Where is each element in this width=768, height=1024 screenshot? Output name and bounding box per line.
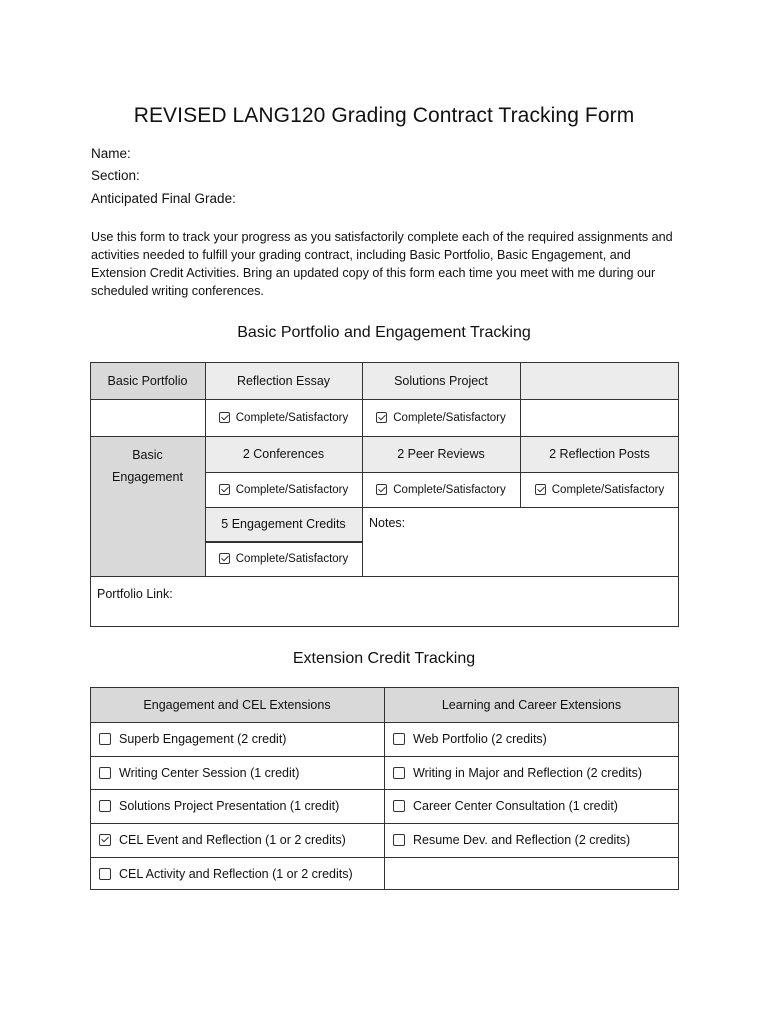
conferences-label: 2 Conferences bbox=[242, 447, 325, 461]
table-border bbox=[90, 399, 679, 400]
reflection-posts-status[interactable] bbox=[520, 472, 679, 507]
complete-label: Complete/Satisfactory bbox=[393, 483, 506, 496]
checkbox-icon[interactable] bbox=[393, 834, 405, 846]
option-writing-center-session[interactable] bbox=[90, 756, 384, 789]
table-border bbox=[678, 687, 679, 890]
basic-tracking-table bbox=[90, 362, 679, 627]
complete-label: Complete/Satisfactory bbox=[551, 483, 665, 496]
option-label: CEL Activity and Reflection (1 or 2 credits) bbox=[119, 866, 353, 881]
option-label: Resume Dev. and Reflection (2 credits) bbox=[413, 833, 631, 847]
notes-cell[interactable] bbox=[362, 507, 679, 576]
checkbox-checked-icon[interactable] bbox=[219, 412, 230, 423]
option-label: CEL Event and Reflection (1 or 2 credits) bbox=[119, 833, 346, 847]
checkbox-icon[interactable] bbox=[99, 800, 111, 812]
name-field-label: Name: bbox=[91, 146, 131, 161]
section-field-label: Section: bbox=[91, 168, 140, 183]
table-border bbox=[678, 362, 679, 627]
complete-label: Complete/Satisfactory bbox=[235, 411, 349, 424]
checkbox-icon[interactable] bbox=[99, 767, 111, 779]
basic-engagement-label: Basic Engagement bbox=[112, 448, 183, 484]
checkbox-checked-icon[interactable] bbox=[535, 484, 546, 495]
checkbox-icon[interactable] bbox=[393, 800, 405, 812]
table-border bbox=[205, 541, 362, 543]
table-border bbox=[90, 687, 91, 890]
basic-portfolio-label: Basic Portfolio bbox=[107, 373, 188, 388]
checkbox-checked-icon[interactable] bbox=[376, 484, 387, 495]
reflection-posts-label: 2 Reflection Posts bbox=[549, 447, 650, 461]
solutions-project-status[interactable] bbox=[362, 399, 520, 436]
reflection-essay-label: Reflection Essay bbox=[236, 373, 331, 388]
col2-header-cell bbox=[384, 687, 679, 722]
portfolio-link-label: Portfolio Link: bbox=[97, 587, 173, 601]
peer-reviews-cell bbox=[362, 436, 520, 472]
table-border bbox=[90, 576, 679, 577]
complete-label: Complete/Satisfactory bbox=[235, 483, 349, 496]
option-solutions-project-presentation[interactable] bbox=[90, 789, 384, 823]
engagement-credits-cell bbox=[205, 507, 362, 541]
peer-reviews-label: 2 Peer Reviews bbox=[397, 447, 485, 461]
portfolio-link-cell[interactable] bbox=[90, 576, 679, 627]
extension-tracking-table bbox=[90, 687, 679, 890]
reflection-essay-status[interactable] bbox=[205, 399, 362, 436]
solutions-project-label: Solutions Project bbox=[394, 373, 488, 388]
conferences-status[interactable] bbox=[205, 472, 362, 507]
option-label: Web Portfolio (2 credits) bbox=[413, 732, 547, 746]
option-label: Solutions Project Presentation (1 credit) bbox=[119, 799, 340, 813]
option-writing-in-major[interactable] bbox=[384, 756, 679, 789]
checkbox-icon[interactable] bbox=[99, 733, 111, 745]
empty-header-cell bbox=[520, 362, 679, 399]
reflection-essay-cell bbox=[205, 362, 362, 399]
col1-header: Engagement and CEL Extensions bbox=[143, 697, 331, 712]
solutions-project-cell bbox=[362, 362, 520, 399]
table-border bbox=[90, 436, 679, 437]
notes-label: Notes: bbox=[369, 516, 406, 530]
engagement-credits-label: 5 Engagement Credits bbox=[221, 517, 346, 531]
table-border bbox=[384, 687, 385, 890]
table-border bbox=[205, 507, 679, 508]
table-border bbox=[90, 362, 91, 627]
option-label: Writing Center Session (1 credit) bbox=[119, 765, 300, 780]
basic-engagement-cell bbox=[90, 436, 205, 576]
conferences-cell bbox=[205, 436, 362, 472]
option-label: Career Center Consultation (1 credit) bbox=[413, 799, 618, 813]
peer-reviews-status[interactable] bbox=[362, 472, 520, 507]
table-border bbox=[205, 472, 679, 473]
complete-label: Complete/Satisfactory bbox=[393, 411, 506, 424]
option-superb-engagement[interactable] bbox=[90, 722, 384, 756]
basic-portfolio-header-cell bbox=[90, 362, 205, 399]
checkbox-checked-icon[interactable] bbox=[99, 834, 111, 846]
option-label: Writing in Major and Reflection (2 credits) bbox=[413, 765, 643, 780]
table-border bbox=[205, 362, 206, 576]
option-label: Superb Engagement (2 credit) bbox=[119, 732, 287, 746]
basic-tracking-heading: Basic Portfolio and Engagement Tracking bbox=[237, 324, 531, 341]
page-title: REVISED LANG120 Grading Contract Tracking Form bbox=[133, 104, 635, 127]
checkbox-icon[interactable] bbox=[393, 733, 405, 745]
complete-label: Complete/Satisfactory bbox=[235, 552, 349, 565]
table-border bbox=[362, 362, 363, 576]
reflection-posts-cell bbox=[520, 436, 679, 472]
option-cel-activity-reflection[interactable] bbox=[90, 857, 384, 890]
option-resume-dev-reflection[interactable] bbox=[384, 823, 679, 857]
option-web-portfolio[interactable] bbox=[384, 722, 679, 756]
col1-header-cell bbox=[90, 687, 384, 722]
table-border bbox=[90, 626, 679, 627]
extension-tracking-heading: Extension Credit Tracking bbox=[292, 650, 476, 667]
checkbox-icon[interactable] bbox=[393, 767, 405, 779]
checkbox-checked-icon[interactable] bbox=[219, 484, 230, 495]
option-career-center-consultation[interactable] bbox=[384, 789, 679, 823]
checkbox-checked-icon[interactable] bbox=[376, 412, 387, 423]
instructions-paragraph: Use this form to track your progress as you satisfactorily complete each of the required assignments and activities needed to fulfill your grading contract, including Basic Portfolio, Basic Engagement, and Extension Credit Activities. Bring an updated copy of this form each time you meet with me during our scheduled writing conferences. bbox=[91, 230, 673, 298]
checkbox-checked-icon[interactable] bbox=[219, 553, 230, 564]
table-border bbox=[90, 362, 679, 363]
checkbox-icon[interactable] bbox=[99, 868, 111, 880]
col2-header: Learning and Career Extensions bbox=[441, 697, 622, 712]
anticipated-grade-field-label: Anticipated Final Grade: bbox=[91, 191, 236, 206]
option-cel-event-reflection[interactable] bbox=[90, 823, 384, 857]
engagement-credits-status[interactable] bbox=[205, 541, 362, 576]
table-border bbox=[520, 362, 521, 507]
